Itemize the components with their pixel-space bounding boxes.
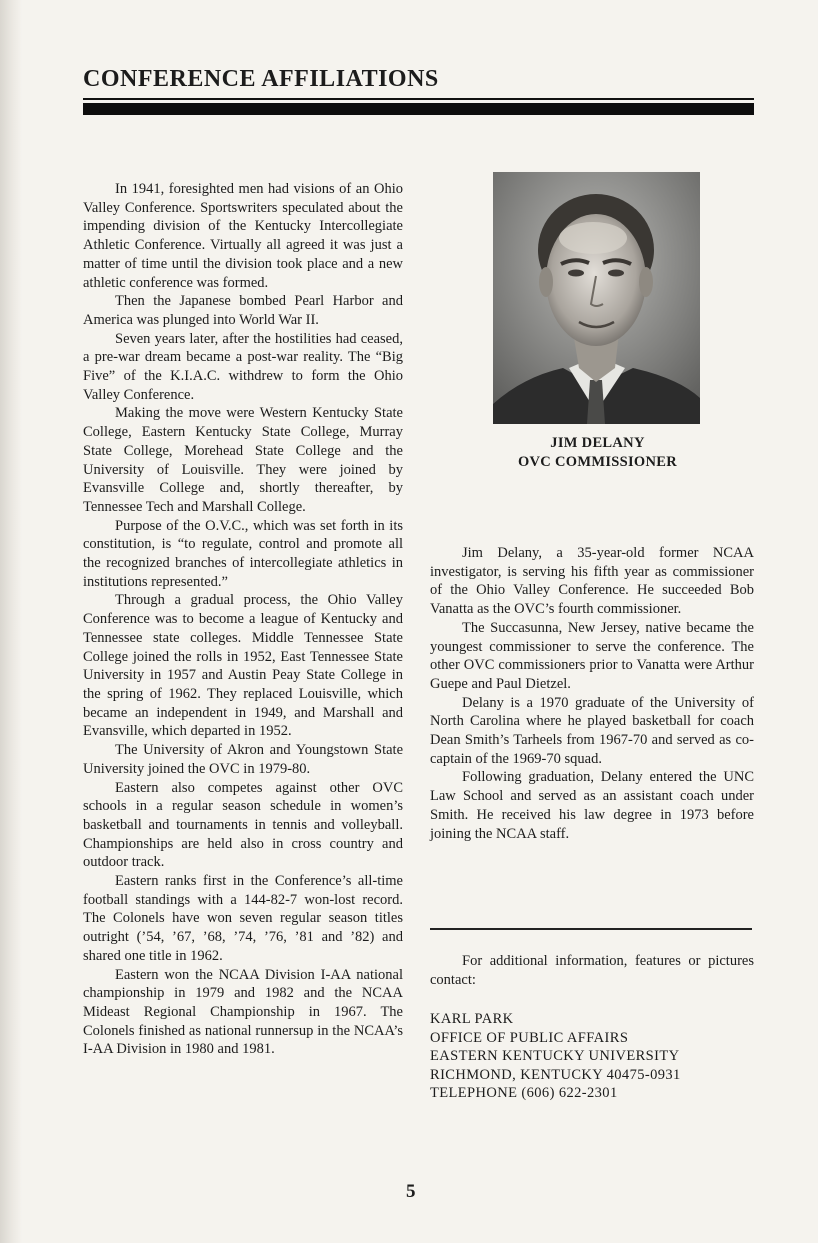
history-paragraph: Eastern won the NCAA Division I-AA national championship in 1979 and 1982 and the NCAA Mideast Regional Championship in 1967. The Colonels finished as national runnersup in the NCAA’s I-AA Division in 1980 and 1981. (83, 966, 403, 1058)
commissioner-portrait (493, 172, 700, 424)
commissioner-bio (430, 544, 754, 843)
contact-telephone: TELEPHONE (606) 622-2301 (430, 1085, 618, 1101)
title-underline (83, 98, 754, 100)
history-paragraph: Eastern also competes against other OVC schools in a regular season schedule in women’s basketball and tournaments in tennis and volleyball. Championships are held also in cross country and outdoor track. (83, 779, 403, 871)
history-paragraph: Seven years later, after the hostilities had ceased, a pre-war dream became a post-war reality. The “Big Five” of the K.I.A.C. withdrew to form the Ohio Valley Conference. (83, 330, 403, 403)
bio-paragraph: Following graduation, Delany entered the UNC Law School and served as an assistant coach under Smith. He received his law degree in 1973 before joining the NCAA staff. (430, 769, 754, 842)
bio-paragraph: Delany is a 1970 graduate of the University of North Carolina where he played basketball for coach Dean Smith’s Tarheels from 1967-70 and served as co-captain of the 1969-70 squad. (430, 694, 754, 767)
bio-paragraph: Jim Delany, a 35-year-old former NCAA investigator, is serving his fifth year as commissioner of the Ohio Valley Conference. He succeeded Bob Vanatta as the OVC’s fourth commissioner. (430, 545, 754, 618)
history-article (83, 180, 403, 1059)
history-paragraph: The University of Akron and Youngstown State University joined the OVC in 1979-80. (83, 742, 403, 777)
history-paragraph: In 1941, foresighted men had visions of an Ohio Valley Conference. Sportswriters speculated about the impending division of the Kentucky Intercollegiate Athletic Conference. Virtually all agreed it was just a matter of time until the division took place and a new athletic conference was formed. (83, 181, 403, 291)
history-paragraph: Making the move were Western Kentucky State College, Eastern Kentucky State College, Murray State College, Morehead State College and the University of Louisville. They were joined by Evansville College and, shortly thereafter, by Tennessee Tech and Marshall College. (83, 405, 403, 515)
contact-name: KARL PARK (430, 1011, 514, 1027)
contact-city: RICHMOND, KENTUCKY 40475-0931 (430, 1066, 681, 1083)
section-divider (430, 928, 752, 930)
page-number: 5 (406, 1181, 416, 1202)
title-bar-divider (83, 103, 754, 115)
history-paragraph: Eastern ranks first in the Conference’s all-time football standings with a 144-82-7 won-lost record. The Colonels have won seven regular season titles outright (’54, ’67, ’68, ’74, ’76, ’81 and ’82) and shared one title in 1962. (83, 873, 403, 964)
caption-name: JIM DELANY (550, 435, 645, 451)
caption-role: OVC COMMISSIONER (517, 454, 678, 470)
page-title: CONFERENCE AFFILIATIONS (83, 66, 439, 92)
contact-address-block (430, 1010, 770, 1103)
history-paragraph: Then the Japanese bombed Pearl Harbor and America was plunged into World War II. (83, 293, 403, 328)
bio-paragraph: The Succasunna, New Jersey, native became the youngest commissioner to serve the conference. The other OVC commissioners prior to Vanatta were Arthur Guepe and Paul Dietzel. (430, 619, 754, 692)
photo-caption (430, 434, 765, 472)
history-paragraph: Purpose of the O.V.C., which was set forth in its constitution, is “to regulate, control and promote all the recognized branches of intercollegiate athletics in institutions represented.” (83, 517, 403, 590)
contact-university: EASTERN KENTUCKY UNIVERSITY (430, 1048, 680, 1064)
contact-office: OFFICE OF PUBLIC AFFAIRS (430, 1029, 629, 1046)
page-spine-shadow (0, 0, 22, 1243)
contact-intro: For additional information, features or pictures contact: (430, 953, 754, 988)
history-paragraph: Through a gradual process, the Ohio Valley Conference was to become a league of Kentucky and Tennessee state colleges. Middle Tennessee State College joined the rolls in 1952, East Tennessee State University in 1957 and Austin Peay State College in the spring of 1962. They replaced Louisville, which became an independent in 1949, and Marshall and Evansville, which departed in 1952. (83, 592, 403, 740)
